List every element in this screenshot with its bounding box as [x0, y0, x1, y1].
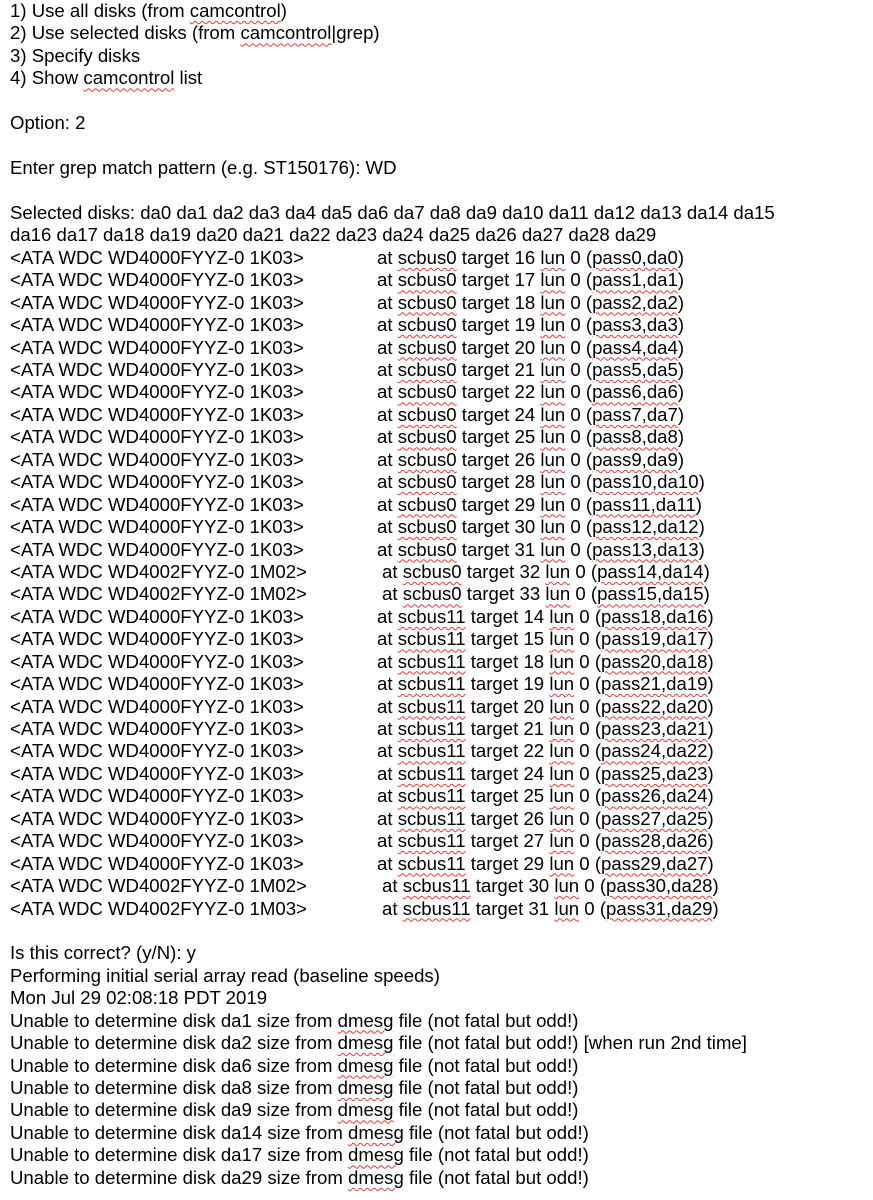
disk-target: 25: [523, 785, 545, 807]
menu-option-4: 4) Show camcontrol list: [10, 67, 203, 89]
disk-bus: scbus0: [397, 291, 457, 313]
disk-location: at scbus0 target 32 lun 0 (pass14,da14): [382, 560, 710, 582]
disk-row: [10, 471, 873, 493]
lun-label: lun: [540, 471, 566, 493]
disk-bus: scbus0: [397, 426, 457, 448]
warning-line: Unable to determine disk da14 size from dmesg file (not fatal but odd!): [10, 1121, 589, 1143]
dmesg-label: dmesg: [337, 1054, 394, 1076]
disk-row: [10, 269, 873, 291]
disk-pass: pass9,da9: [592, 448, 678, 470]
disk-bus: scbus11: [397, 852, 466, 874]
disk-bus: scbus11: [397, 830, 466, 852]
lun-label: lun: [540, 381, 566, 403]
disk-pass: pass30,da28: [606, 875, 713, 897]
disk-row: [10, 516, 873, 538]
disk-pass: pass6,da6: [592, 381, 678, 403]
warning-disk: da9: [220, 1099, 252, 1121]
disk-pass: pass26,da24: [601, 785, 708, 807]
disk-location: at scbus0 target 22 lun 0 (pass6,da6): [377, 381, 685, 403]
disk-target: 26: [523, 807, 545, 829]
warning-disk: da14: [220, 1121, 263, 1143]
disk-location: at scbus11 target 31 lun 0 (pass31,da29): [382, 897, 719, 919]
disk-location: at scbus0 target 21 lun 0 (pass5,da5): [377, 359, 685, 380]
disk-row: [10, 539, 873, 561]
disk-model: <ATA WDC WD4000FYYZ-0 1K03>: [10, 493, 304, 515]
disk-target: 30: [514, 516, 536, 538]
disk-model: <ATA WDC WD4000FYYZ-0 1K03>: [10, 336, 304, 358]
disk-pass: pass29,da27: [601, 852, 708, 874]
menu-option-1: 1) Use all disks (from camcontrol): [10, 0, 287, 21]
disk-bus: scbus0: [397, 493, 457, 515]
timestamp: Mon Jul 29 02:08:18 PDT 2019: [10, 987, 268, 1009]
disk-target: 26: [514, 448, 536, 470]
lun-label: lun: [549, 650, 575, 672]
disk-pass: pass5,da5: [592, 359, 678, 380]
dmesg-label: dmesg: [347, 1144, 404, 1166]
disk-row: [10, 830, 873, 852]
disk-row: [10, 763, 873, 785]
disk-bus: scbus0: [397, 381, 457, 403]
disk-row: [10, 628, 873, 650]
disk-location: at scbus0 target 18 lun 0 (pass2,da2): [377, 291, 685, 313]
warning-line: Unable to determine disk da9 size from dmesg file (not fatal but odd!): [10, 1099, 579, 1121]
disk-target: 28: [514, 471, 536, 493]
disk-target: 32: [519, 560, 541, 582]
disk-bus: scbus11: [397, 605, 466, 627]
blank-line: [10, 135, 873, 157]
disk-bus: scbus11: [397, 785, 466, 807]
disk-location: at scbus11 target 27 lun 0 (pass28,da26): [377, 830, 714, 852]
disk-row: [10, 426, 873, 448]
disk-model: <ATA WDC WD4000FYYZ-0 1K03>: [10, 650, 304, 672]
blank-line: [10, 920, 873, 942]
disk-location: at scbus0 target 19 lun 0 (pass3,da3): [377, 314, 685, 336]
disk-row: [10, 381, 873, 403]
disk-model: <ATA WDC WD4002FYYZ-0 1M02>: [10, 875, 307, 897]
disk-target: 24: [523, 762, 545, 784]
menu-option-2: 2) Use selected disks (from camcontrol|grep): [10, 22, 380, 44]
disk-location: at scbus11 target 29 lun 0 (pass29,da27): [377, 852, 714, 874]
disk-location: at scbus0 target 31 lun 0 (pass13,da13): [377, 538, 705, 560]
disk-model: <ATA WDC WD4000FYYZ-0 1K03>: [10, 695, 304, 717]
disk-target: 17: [514, 269, 536, 291]
disk-model: <ATA WDC WD4000FYYZ-0 1K03>: [10, 381, 304, 403]
dmesg-label: dmesg: [337, 1009, 394, 1031]
disk-model: <ATA WDC WD4000FYYZ-0 1K03>: [10, 673, 304, 695]
lun-label: lun: [549, 852, 575, 874]
lun-label: lun: [549, 740, 575, 762]
warning-line: Unable to determine disk da1 size from dmesg file (not fatal but odd!): [10, 1009, 579, 1031]
disk-row: [10, 651, 873, 673]
disk-pass: pass0,da0: [592, 246, 678, 268]
disk-location: at scbus0 target 25 lun 0 (pass8,da8): [377, 426, 685, 448]
warning-note: [when run 2nd time]: [578, 1032, 747, 1054]
disk-bus: scbus0: [397, 246, 457, 268]
disk-model: <ATA WDC WD4000FYYZ-0 1K03>: [10, 762, 304, 784]
lun-label: lun: [540, 246, 566, 268]
disk-model: <ATA WDC WD4000FYYZ-0 1K03>: [10, 359, 304, 380]
lun-label: lun: [540, 336, 566, 358]
disk-bus: scbus0: [397, 471, 457, 493]
dmesg-label: dmesg: [337, 1077, 394, 1098]
disk-pass: pass22,da20: [601, 695, 708, 717]
disk-model: <ATA WDC WD4000FYYZ-0 1K03>: [10, 291, 304, 313]
lun-label: lun: [554, 875, 580, 897]
lun-label: lun: [549, 695, 575, 717]
disk-target: 21: [523, 718, 545, 739]
lun-label: lun: [540, 269, 566, 291]
disk-bus: scbus0: [397, 448, 457, 470]
disk-pass: pass28,da26: [601, 830, 708, 852]
warning-disk: da6: [220, 1054, 252, 1076]
disk-model: <ATA WDC WD4000FYYZ-0 1K03>: [10, 538, 304, 560]
disk-location: at scbus11 target 26 lun 0 (pass27,da25): [377, 807, 714, 829]
disk-pass: pass3,da3: [592, 314, 678, 336]
lun-label: lun: [540, 403, 566, 425]
disk-row: [10, 292, 873, 314]
disk-bus: scbus11: [397, 762, 466, 784]
disk-model: <ATA WDC WD4000FYYZ-0 1K03>: [10, 830, 304, 852]
disk-row: [10, 494, 873, 516]
disk-model: <ATA WDC WD4002FYYZ-0 1M03>: [10, 897, 307, 919]
disk-row: [10, 449, 873, 471]
disk-bus: scbus11: [397, 807, 466, 829]
disk-row: [10, 875, 873, 897]
disk-location: at scbus0 target 17 lun 0 (pass1,da1): [377, 269, 685, 291]
disk-bus: scbus11: [397, 673, 466, 695]
serial-read-status: Performing initial serial array read (baseline speeds): [10, 964, 440, 986]
disk-model: <ATA WDC WD4000FYYZ-0 1K03>: [10, 426, 304, 448]
disk-model: <ATA WDC WD4000FYYZ-0 1K03>: [10, 852, 304, 874]
disk-location: at scbus11 target 14 lun 0 (pass18,da16): [377, 605, 714, 627]
disk-row: [10, 718, 873, 740]
lun-label: lun: [549, 762, 575, 784]
warning-line: Unable to determine disk da29 size from dmesg file (not fatal but odd!): [10, 1166, 589, 1188]
disk-pass: pass1,da1: [592, 269, 678, 291]
disk-pass: pass27,da25: [601, 807, 708, 829]
disk-model: <ATA WDC WD4000FYYZ-0 1K03>: [10, 785, 304, 807]
lun-label: lun: [540, 448, 566, 470]
disk-model: <ATA WDC WD4000FYYZ-0 1K03>: [10, 516, 304, 538]
disk-target: 24: [514, 403, 536, 425]
selected-disks-line-1: Selected disks: da0 da1 da2 da3 da4 da5 da6 da7 da8 da9 da10 da11 da12 da13 da14 da15: [10, 201, 775, 223]
disk-location: at scbus11 target 15 lun 0 (pass19,da17): [377, 628, 714, 650]
disk-target: 21: [514, 359, 536, 380]
disk-pass: pass13,da13: [592, 538, 699, 560]
warning-disk: da29: [220, 1166, 263, 1188]
blank-line: [10, 90, 873, 112]
disk-pass: pass23,da21: [601, 718, 708, 739]
disk-pass: pass21,da19: [601, 673, 708, 695]
disk-row: [10, 404, 873, 426]
disk-location: at scbus0 target 29 lun 0 (pass11,da11): [377, 493, 702, 515]
disk-location: at scbus11 target 25 lun 0 (pass26,da24): [377, 785, 714, 807]
disk-pass: pass4,da4: [592, 336, 678, 358]
disk-model: <ATA WDC WD4000FYYZ-0 1K03>: [10, 471, 304, 493]
disk-model: <ATA WDC WD4000FYYZ-0 1K03>: [10, 807, 304, 829]
disk-pass: pass25,da23: [601, 762, 708, 784]
disk-row: [10, 696, 873, 718]
disk-location: at scbus11 target 22 lun 0 (pass24,da22): [377, 740, 714, 762]
disk-bus: scbus11: [397, 718, 466, 739]
disk-row: [10, 808, 873, 830]
disk-bus: scbus0: [397, 336, 457, 358]
lun-label: lun: [545, 583, 571, 605]
lun-label: lun: [549, 807, 575, 829]
disk-bus: scbus0: [397, 403, 457, 425]
disk-target: 29: [523, 852, 545, 874]
dmesg-label: dmesg: [347, 1166, 404, 1188]
disk-pass: pass18,da16: [601, 605, 708, 627]
disk-target: 18: [514, 291, 536, 313]
disk-bus: scbus0: [402, 583, 462, 605]
disk-model: <ATA WDC WD4000FYYZ-0 1K03>: [10, 246, 304, 268]
disk-pass: pass20,da18: [601, 650, 708, 672]
menu-option-3: 3) Specify disks: [10, 44, 141, 66]
disk-list: [10, 247, 873, 920]
disk-target: 30: [528, 875, 550, 897]
disk-target: 33: [519, 583, 541, 605]
dmesg-label: dmesg: [337, 1099, 394, 1121]
disk-bus: scbus11: [397, 650, 466, 672]
disk-location: at scbus0 target 20 lun 0 (pass4,da4): [377, 336, 685, 358]
disk-row: [10, 606, 873, 628]
lun-label: lun: [540, 359, 566, 380]
warning-disk: da8: [220, 1077, 252, 1098]
dmesg-label: dmesg: [337, 1032, 394, 1054]
disk-bus: scbus11: [402, 875, 471, 897]
disk-location: at scbus0 target 16 lun 0 (pass0,da0): [377, 246, 685, 268]
lun-label: lun: [549, 785, 575, 807]
disk-pass: pass19,da17: [601, 628, 708, 650]
disk-bus: scbus11: [397, 695, 466, 717]
warning-line: Unable to determine disk da6 size from dmesg file (not fatal but odd!): [10, 1054, 579, 1076]
disk-bus: scbus11: [402, 897, 471, 919]
disk-target: 31: [528, 897, 550, 919]
lun-label: lun: [540, 314, 566, 336]
disk-target: 22: [514, 381, 536, 403]
disk-row: [10, 785, 873, 807]
warning-disk: da1: [220, 1009, 252, 1031]
warning-disk: da17: [220, 1144, 263, 1166]
disk-pass: pass31,da29: [606, 897, 713, 919]
disk-model: <ATA WDC WD4000FYYZ-0 1K03>: [10, 718, 304, 739]
disk-pass: pass7,da7: [592, 403, 678, 425]
disk-model: <ATA WDC WD4002FYYZ-0 1M02>: [10, 560, 307, 582]
disk-model: <ATA WDC WD4000FYYZ-0 1K03>: [10, 448, 304, 470]
disk-target: 20: [523, 695, 545, 717]
disk-model: <ATA WDC WD4000FYYZ-0 1K03>: [10, 605, 304, 627]
disk-row: [10, 740, 873, 762]
disk-model: <ATA WDC WD4000FYYZ-0 1K03>: [10, 314, 304, 336]
warning-list: [10, 1010, 873, 1190]
warning-line: Unable to determine disk da2 size from dmesg file (not fatal but odd!) [when run 2nd time]: [10, 1032, 747, 1054]
disk-pass: pass15,da15: [597, 583, 704, 605]
disk-target: 31: [514, 538, 536, 560]
disk-target: 14: [523, 605, 545, 627]
lun-label: lun: [549, 830, 575, 852]
disk-row: [10, 583, 873, 605]
disk-pass: pass24,da22: [601, 740, 708, 762]
disk-model: <ATA WDC WD4002FYYZ-0 1M02>: [10, 583, 307, 605]
lun-label: lun: [545, 560, 571, 582]
disk-target: 27: [523, 830, 545, 852]
confirm-prompt: Is this correct? (y/N): y: [10, 942, 196, 964]
disk-pass: pass12,da12: [592, 516, 699, 538]
disk-model: <ATA WDC WD4000FYYZ-0 1K03>: [10, 403, 304, 425]
disk-pass: pass11,da11: [592, 493, 696, 515]
disk-bus: scbus11: [397, 740, 466, 762]
disk-bus: scbus11: [397, 628, 466, 650]
disk-target: 15: [523, 628, 545, 650]
dmesg-label: dmesg: [347, 1121, 404, 1143]
disk-location: at scbus11 target 21 lun 0 (pass23,da21): [377, 718, 714, 739]
lun-label: lun: [549, 605, 575, 627]
disk-row: [10, 314, 873, 336]
lun-label: lun: [540, 426, 566, 448]
blank-line: [10, 180, 873, 202]
lun-label: lun: [540, 493, 566, 515]
lun-label: lun: [549, 718, 575, 739]
disk-row: [10, 561, 873, 583]
lun-label: lun: [540, 291, 566, 313]
disk-location: at scbus0 target 24 lun 0 (pass7,da7): [377, 403, 685, 425]
disk-model: <ATA WDC WD4000FYYZ-0 1K03>: [10, 628, 304, 650]
disk-bus: scbus0: [397, 359, 457, 380]
disk-location: at scbus11 target 18 lun 0 (pass20,da18): [377, 650, 714, 672]
disk-location: at scbus0 target 30 lun 0 (pass12,da12): [377, 516, 705, 538]
disk-row: [10, 359, 873, 381]
lun-label: lun: [549, 628, 575, 650]
lun-label: lun: [549, 673, 575, 695]
lun-label: lun: [554, 897, 580, 919]
disk-target: 16: [514, 246, 536, 268]
lun-label: lun: [540, 538, 566, 560]
disk-target: 18: [523, 650, 545, 672]
disk-bus: scbus0: [397, 538, 457, 560]
disk-pass: pass2,da2: [592, 291, 678, 313]
disk-row: [10, 337, 873, 359]
warning-disk: da2: [220, 1032, 252, 1054]
lun-label: lun: [540, 516, 566, 538]
disk-bus: scbus0: [402, 560, 462, 582]
disk-row: [10, 853, 873, 875]
disk-target: 19: [514, 314, 536, 336]
disk-bus: scbus0: [397, 516, 457, 538]
disk-location: at scbus0 target 33 lun 0 (pass15,da15): [382, 583, 710, 605]
disk-location: at scbus11 target 20 lun 0 (pass22,da20): [377, 695, 714, 717]
disk-pass: pass8,da8: [592, 426, 678, 448]
disk-target: 25: [514, 426, 536, 448]
grep-prompt: Enter grep match pattern (e.g. ST150176): WD: [10, 157, 397, 179]
disk-pass: pass10,da10: [592, 471, 699, 493]
disk-location: at scbus0 target 28 lun 0 (pass10,da10): [377, 471, 705, 493]
warning-line: Unable to determine disk da8 size from dmesg file (not fatal but odd!): [10, 1077, 579, 1098]
disk-location: at scbus11 target 24 lun 0 (pass25,da23): [377, 762, 714, 784]
disk-row: [10, 898, 873, 920]
disk-location: at scbus11 target 30 lun 0 (pass30,da28): [382, 875, 719, 897]
disk-bus: scbus0: [397, 314, 457, 336]
disk-target: 19: [523, 673, 545, 695]
warning-line: Unable to determine disk da17 size from dmesg file (not fatal but odd!): [10, 1144, 589, 1166]
option-prompt: Option: 2: [10, 112, 86, 134]
selected-disks-line-2: da16 da17 da18 da19 da20 da21 da22 da23 da24 da25 da26 da27 da28 da29: [10, 224, 657, 246]
disk-model: <ATA WDC WD4000FYYZ-0 1K03>: [10, 269, 304, 291]
disk-location: at scbus11 target 19 lun 0 (pass21,da19): [377, 673, 714, 695]
disk-row: [10, 673, 873, 695]
disk-row: [10, 247, 873, 269]
disk-target: 20: [514, 336, 536, 358]
disk-pass: pass14,da14: [597, 560, 704, 582]
disk-target: 29: [514, 493, 536, 515]
disk-target: 22: [523, 740, 545, 762]
disk-bus: scbus0: [397, 269, 457, 291]
disk-model: <ATA WDC WD4000FYYZ-0 1K03>: [10, 740, 304, 762]
disk-location: at scbus0 target 26 lun 0 (pass9,da9): [377, 448, 685, 470]
